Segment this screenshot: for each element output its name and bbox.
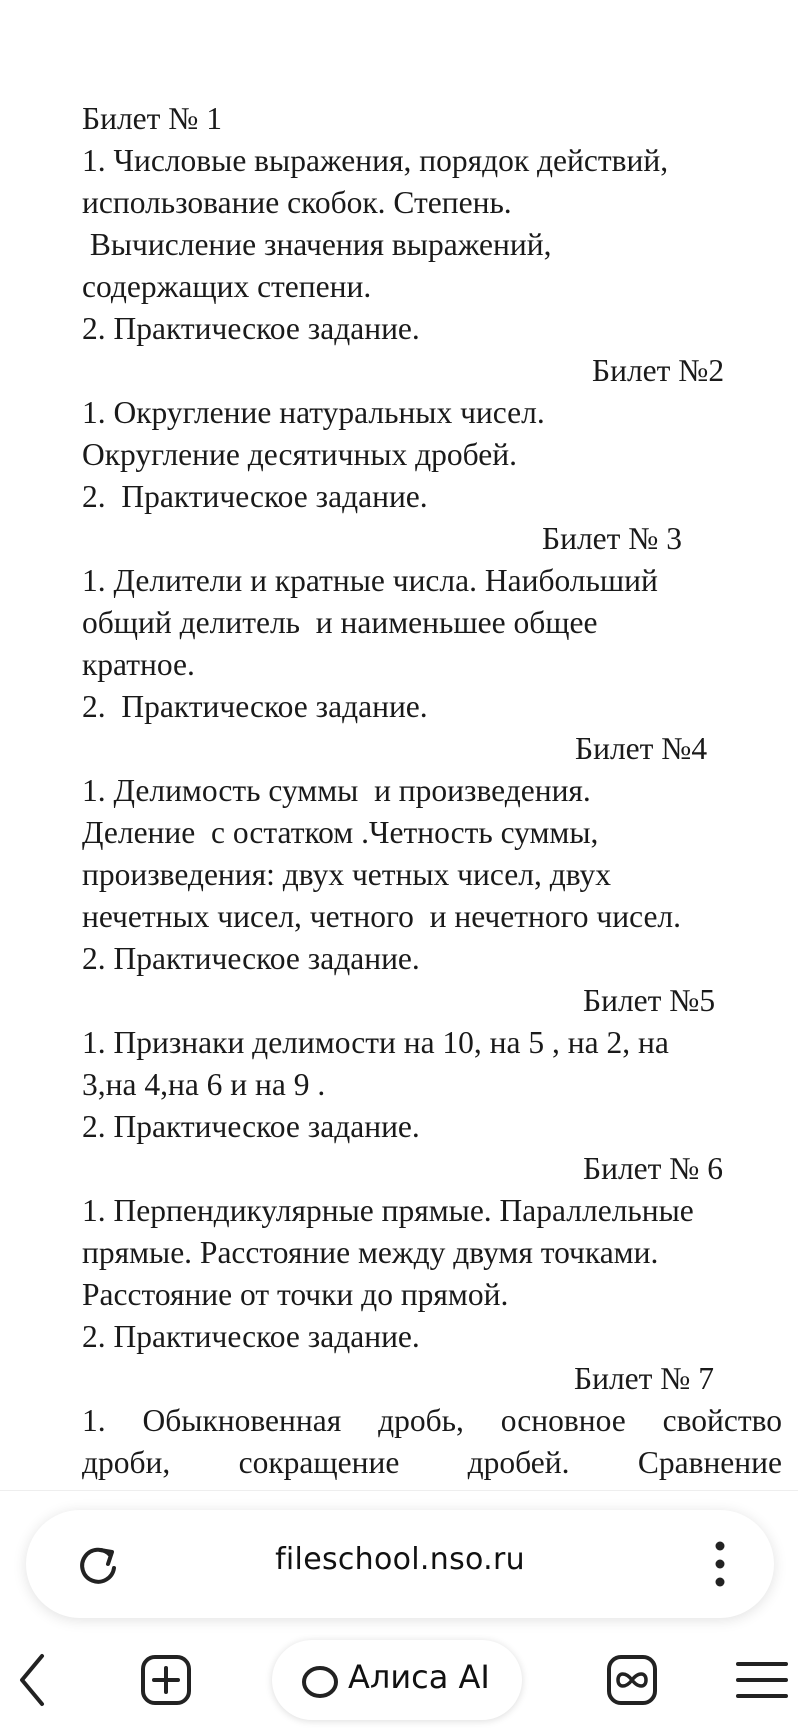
ticket-line: 3,на 4,на 6 и на 9 .	[82, 1067, 326, 1102]
ticket-title: Билет № 7	[574, 1361, 714, 1396]
ticket-line: 2. Практическое задание.	[82, 689, 428, 724]
ticket-line: Округление десятичных дробей.	[82, 437, 517, 472]
ticket-title: Билет № 1	[82, 101, 222, 136]
ticket-line: использование скобок. Степень.	[82, 185, 512, 220]
ticket-line: 2. Практическое задание.	[82, 1109, 420, 1144]
ticket-7	[82, 1358, 782, 1504]
ticket-line: 1. Округление натуральных чисел.	[82, 395, 545, 430]
browser-bottom-nav	[0, 1640, 798, 1728]
ticket-title: Билет №2	[592, 353, 725, 388]
ticket-title: Билет №4	[575, 731, 708, 766]
infinity-tabs-icon[interactable]	[604, 1652, 660, 1708]
ticket-line: кратное.	[82, 647, 195, 682]
ticket-4	[82, 728, 782, 980]
ticket-title: Билет № 6	[583, 1151, 723, 1186]
ticket-1	[82, 98, 782, 350]
ticket-line: 2. Практическое задание.	[82, 311, 420, 346]
ticket-line: общий делитель и наименьшее общее	[82, 605, 598, 640]
ticket-line: 1. Делимость суммы и произведения.	[82, 773, 591, 808]
plus-square-icon[interactable]	[138, 1652, 194, 1708]
ticket-line: дроби, сокращение дробей. Сравнение	[82, 1445, 782, 1480]
ticket-line: 1. Обыкновенная дробь, основное свойство	[82, 1403, 782, 1438]
ticket-3	[82, 518, 782, 728]
ticket-line: содержащих степени.	[82, 269, 372, 304]
ticket-6	[82, 1148, 782, 1358]
ticket-line: 1. Числовые выражения, порядок действий,	[82, 143, 669, 178]
ticket-line: 2. Практическое задание.	[82, 941, 420, 976]
ticket-line: Деление с остатком .Четность суммы,	[82, 815, 599, 850]
ticket-line: нечетных чисел, четного и нечетного чисел.	[82, 899, 682, 934]
document-page	[82, 98, 782, 1504]
ticket-line: произведения: двух четных чисел, двух	[82, 857, 612, 892]
url-text[interactable]: fileschool.nso.ru	[275, 1542, 525, 1577]
alice-button[interactable]	[272, 1640, 522, 1720]
ticket-line: прямые. Расстояние между двумя точками.	[82, 1235, 659, 1270]
chevron-left-icon[interactable]	[14, 1648, 50, 1712]
ticket-title: Билет № 3	[542, 521, 682, 556]
ticket-2	[82, 350, 782, 518]
ticket-5	[82, 980, 782, 1148]
ticket-line: 1. Признаки делимости на 10, на 5 , на 2, на	[82, 1025, 669, 1060]
ticket-line: Вычисление значения выражений,	[82, 227, 552, 262]
alice-ring-icon	[300, 1660, 340, 1700]
ticket-line: Расстояние от точки до прямой.	[82, 1277, 509, 1312]
vertical-dots-icon[interactable]	[708, 1534, 732, 1594]
hamburger-icon[interactable]	[734, 1656, 790, 1704]
ticket-line: 1. Перпендикулярные прямые. Параллельные	[82, 1193, 694, 1228]
ticket-line: 2. Практическое задание.	[82, 479, 428, 514]
ticket-line: 1. Делители и кратные числа. Наибольший	[82, 563, 658, 598]
address-bar[interactable]	[26, 1510, 774, 1618]
alice-label: Алиса AI	[348, 1658, 490, 1696]
ticket-title: Билет №5	[583, 983, 716, 1018]
ticket-line: 2. Практическое задание.	[82, 1319, 420, 1354]
